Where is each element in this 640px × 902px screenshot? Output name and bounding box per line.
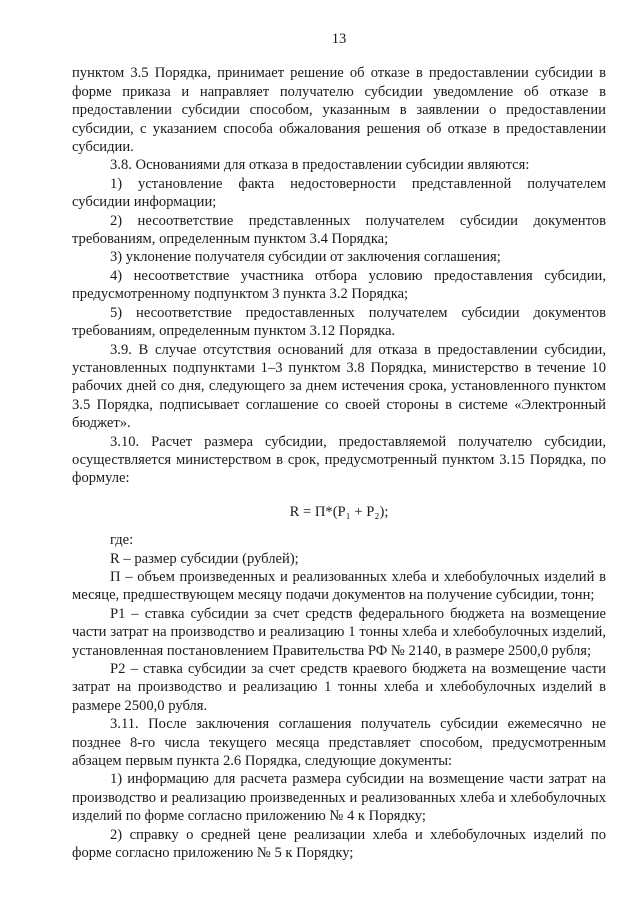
paragraph: 3.8. Основаниями для отказа в предоставлении субсидии являются: [110,157,530,174]
paragraph: P2 – ставка субсидии за счет средств краевого бюджета на возмещение части затрат на производство и реализацию 1 тонны хлеба и хлебобулочных изделий в размере 2500,0 рубля. [72,661,606,714]
formula: R = П*(P₁ + P₂); [289,503,389,520]
paragraph: 4) несоответствие участника отбора условию предоставления субсидии, предусмотренному подпунктом 3 пункта 3.2 Порядка; [72,267,606,303]
paragraph: 3.9. В случае отсутствия оснований для отказа в предоставлении субсидии, установленных подпунктами 1–3 пунктом 3.8 Порядка, министерство в течение 10 рабочих дней со дня, следующего за днем истечения срока, установленного пунктом 3.5 Порядка, подписывает соглашение со своей стороны в системе «Электронный бюджет». [72,341,606,432]
paragraph: 5) несоответствие предоставленных получателем субсидии документов требованиям, определенным пунктом 3.12 Порядка. [72,304,606,340]
paragraph: 1) информацию для расчета размера субсидии на возмещение части затрат на производство и реализацию произведенных и реализованных хлеба и хлебобулочных изделий по форме согласно приложению № 4 к Порядку; [72,771,606,825]
paragraph: R – размер субсидии (рублей); [110,550,299,567]
paragraph: 3.10. Расчет размера субсидии, предоставляемой получателю субсидии, осуществляется министерством в срок, предусмотренный пунктом 3.15 Порядка, по формуле: [72,433,606,487]
paragraph: P1 – ставка субсидии за счет средств федерального бюджета на возмещение части затрат на производство и реализацию 1 тонны хлеба и хлебобулочных изделий, установленная постановлением Правительства РФ № 2140, в размере 2500,0 рубля; [72,605,606,659]
paragraph: 2) несоответствие представленных получателем субсидии документов требованиям, определенным пунктом 3.4 Порядка; [72,212,606,248]
document-body [72,64,606,862]
paragraph: где: [110,532,134,549]
paragraph: П – объем произведенных и реализованных хлеба и хлебобулочных изделий в месяце, предшествующем месяцу подачи документов на получение субсидии, тонн; [72,568,606,604]
paragraph: пунктом 3.5 Порядка, принимает решение об отказе в предоставлении субсидии в форме приказа и направляет получателю субсидии уведомление об отказе в предоставлении субсидии способом, указанным в заявлении о предоставлении субсидии, с указанием способа обжалования решения об отказе в предоставлении субсидии. [72,65,606,156]
paragraph: 2) справку о средней цене реализации хлеба и хлебобулочных изделий по форме согласно приложению № 5 к Порядку; [72,826,606,862]
page-number: 13 [331,31,347,47]
paragraph: 3) уклонение получателя субсидии от заключения соглашения; [110,249,501,266]
paragraph: 3.11. После заключения соглашения получатель субсидии ежемесячно не позднее 8-го числа текущего месяца представляет способом, предусмотренным абзацем первым пункта 2.6 Порядка, следующие документы: [72,716,606,770]
paragraph: 1) установление факта недостоверности представленной получателем субсидии информации; [72,175,606,211]
